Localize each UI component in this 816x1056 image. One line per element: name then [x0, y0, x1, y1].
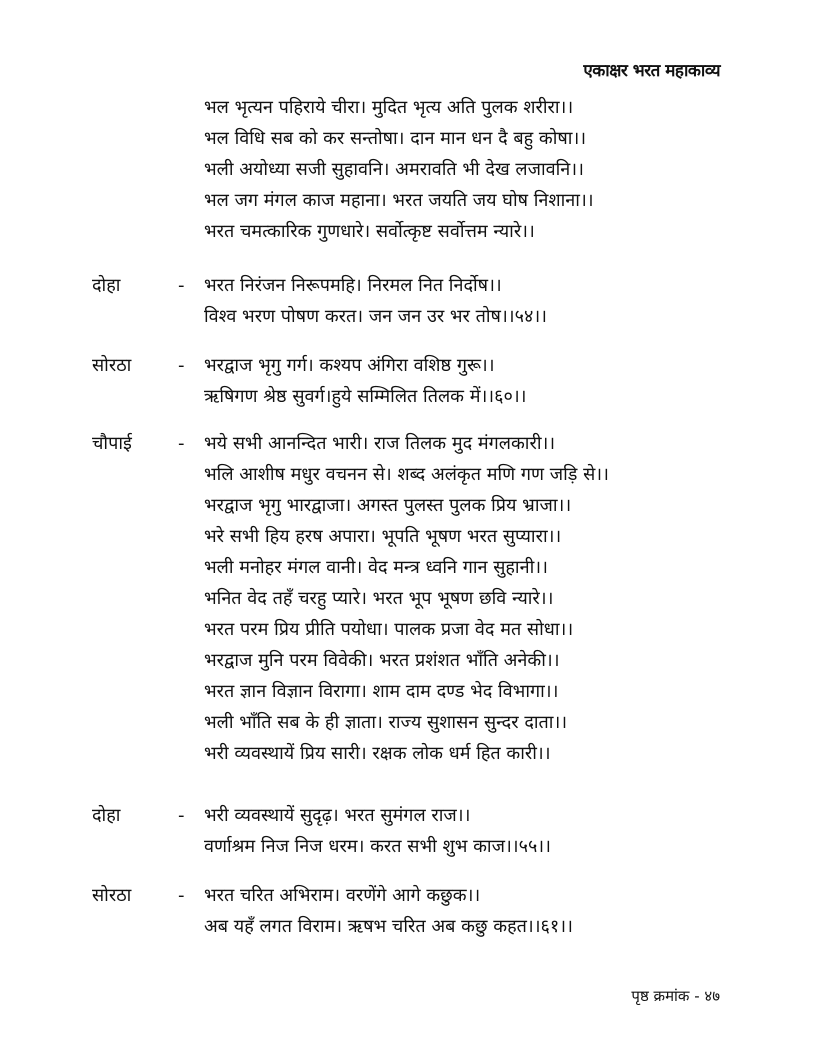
- verse-line: भल भृत्यन पहिराये चीरा। मुदित भृत्य अति पुलक शरीरा।।: [204, 97, 574, 118]
- verse-lines: [204, 92, 728, 247]
- verse-type-label: दोहा: [92, 275, 121, 296]
- verse-label-dash: -: [178, 433, 185, 454]
- verse-line: भली मनोहर मंगल वानी। वेद मन्त्र ध्वनि गान सुहानी।।: [204, 557, 548, 578]
- verse-line: भये सभी आनन्दित भारी। राज तिलक मुद मंगलकारी।।: [204, 433, 556, 454]
- verse-line: भरद्वाज भृगु गर्ग। कश्यप अंगिरा वशिष्ठ गुरू।।: [204, 355, 495, 376]
- verse-line: भरद्वाज भृगु भारद्वाजा। अगस्त पुलस्त पुलक प्रिय भ्राजा।।: [204, 495, 572, 516]
- verse-type-label: सोरठा: [92, 355, 132, 376]
- verse-line: विश्व भरण पोषण करत। जन जन उर भर तोष।।५४।।: [204, 306, 547, 327]
- verse-line: भरी व्यवस्थायें प्रिय सारी। रक्षक लोक धर्म हित कारी।।: [204, 743, 551, 764]
- verse-label-dash: -: [178, 275, 185, 296]
- verse-lines: [204, 428, 728, 769]
- verse-line: भली भाँति सब के ही ज्ञाता। राज्य सुशासन सुन्दर दाता।।: [204, 712, 568, 733]
- verse-line: भरत ज्ञान विज्ञान विरागा। शाम दाम दण्ड भेद विभागा।।: [204, 681, 559, 702]
- verse-label-dash: -: [178, 355, 185, 376]
- verse-label-dash: -: [178, 885, 185, 906]
- page-number: पृष्ठ क्रमांक - ४७: [631, 987, 720, 1005]
- verse-line: भरत चरित अभिराम। वरणेंगे आगे कछुक।।: [204, 885, 481, 906]
- verse-line: ऋषिगण श्रेष्ठ सुवर्ग।हुये सम्मिलित तिलक में।।६०।।: [204, 386, 527, 407]
- verse-lines: [204, 800, 728, 862]
- verse-lines: [204, 350, 728, 412]
- verse-line: भरत चमत्कारिक गुणधारे। सर्वोत्कृष्ट सर्वोत्तम न्यारे।।: [204, 221, 535, 242]
- verse-label-dash: -: [178, 805, 185, 826]
- verse-line: भरद्वाज मुनि परम विवेकी। भरत प्रशंशत भाँति अनेकी।।: [204, 650, 560, 671]
- verse-line: वर्णाश्रम निज निज धरम। करत सभी शुभ काज।।५५।।: [204, 836, 551, 857]
- verse-line: भल विधि सब को कर सन्तोषा। दान मान धन दै बहु कोषा।।: [204, 128, 587, 149]
- verse-lines: [204, 270, 728, 332]
- verse-line: भनित वेद तहँ चरहु प्यारे। भरत भूप भूषण छवि न्यारे।।: [204, 588, 554, 609]
- verse-line: भलि आशीष मधुर वचनन से। शब्द अलंकृत मणि गण जड़ि से।।: [204, 464, 609, 485]
- verse-line: भली अयोध्या सजी सुहावनि। अमरावति भी देख लजावनि।।: [204, 159, 584, 180]
- verse-lines: [204, 880, 728, 942]
- verse-line: भरे सभी हिय हरष अपारा। भूपति भूषण भरत सुप्यारा।।: [204, 526, 562, 547]
- verse-line: भरत निरंजन निरूपमहि। निरमल नित निर्दोष।।: [204, 275, 502, 296]
- verse-type-label: चौपाई: [92, 433, 132, 454]
- verse-type-label: दोहा: [92, 805, 121, 826]
- verse-line: भरत परम प्रिय प्रीति पयोधा। पालक प्रजा वेद मत सोधा।।: [204, 619, 574, 640]
- verse-type-label: सोरठा: [92, 885, 132, 906]
- verse-line: अब यहँ लगत विराम। ऋषभ चरित अब कछु कहत।।६१।।: [204, 916, 573, 937]
- page-header-title: एकाक्षर भरत महाकाव्य: [583, 61, 720, 81]
- verse-line: भरी व्यवस्थायें सुदृढ़। भरत सुमंगल राज।।: [204, 805, 471, 826]
- verse-line: भल जग मंगल काज महाना। भरत जयति जय घोष निशाना।।: [204, 190, 594, 211]
